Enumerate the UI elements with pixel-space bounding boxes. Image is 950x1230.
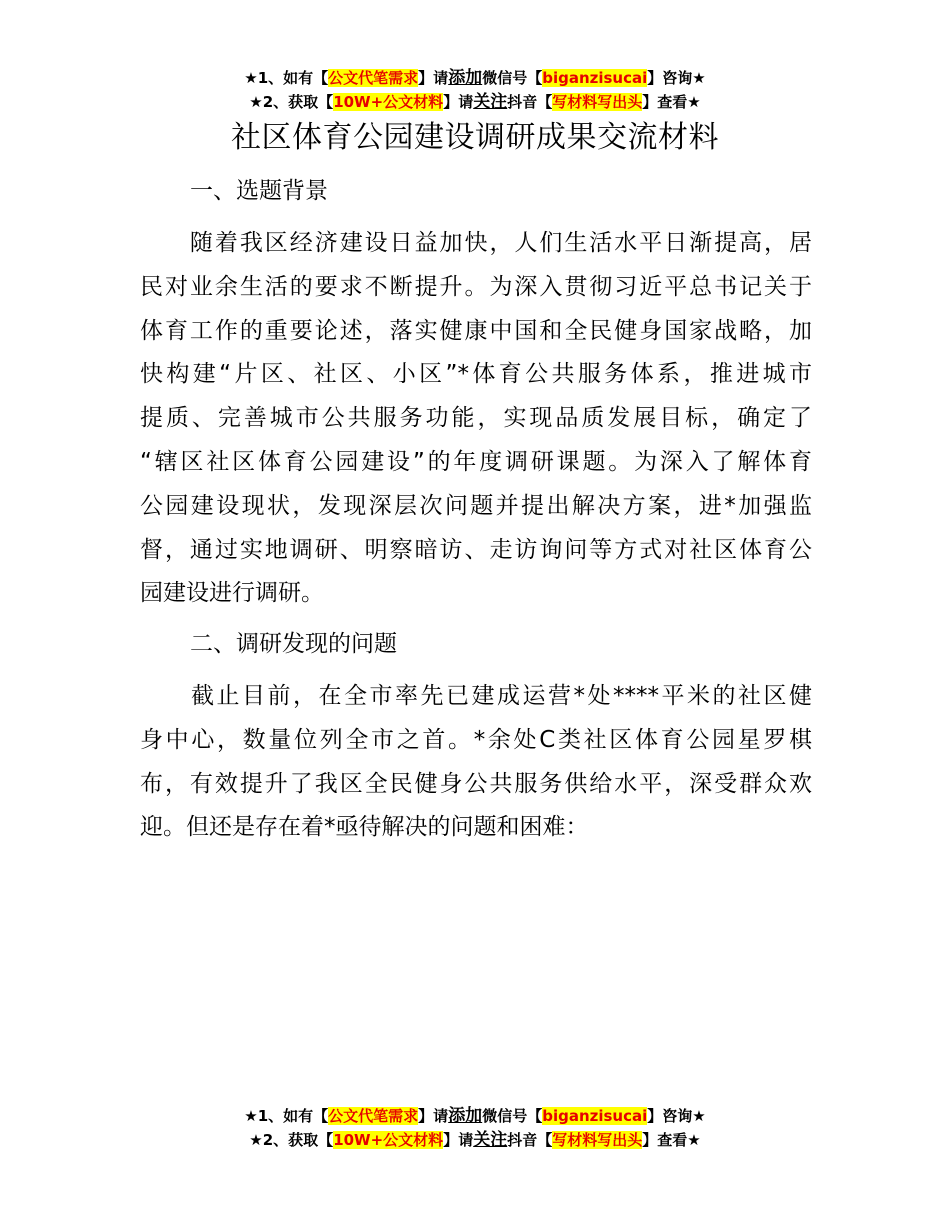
paragraph-line: 布，有效提升了我区全民健身公共服务供给水平，深受群众欢 <box>140 770 812 797</box>
banner-text: 】请 <box>443 1131 474 1149</box>
banner-text: 微信号【 <box>482 1107 543 1125</box>
banner-text: 】请 <box>418 1107 449 1125</box>
bottom-banner <box>0 1104 950 1152</box>
paragraph-line: 园建设进行调研。 <box>140 580 324 607</box>
banner-text: 】咨询★ <box>647 1107 706 1125</box>
banner-douyin-account: 写材料写出头 <box>552 1131 643 1149</box>
paragraph-line: 截止目前，在全市率先已建成运营*处****平米的社区健 <box>140 683 812 709</box>
banner-emphasis: 添加 <box>448 68 483 88</box>
paragraph-line: 公园建设现状，发现深层次问题并提出解决方案，进*加强监 <box>140 492 812 519</box>
banner-highlight-service: 公文代笔需求 <box>328 1107 419 1125</box>
banner-text: 】请 <box>443 93 474 111</box>
banner-text: ★2、获取【 <box>249 93 334 111</box>
banner-text: 】请 <box>418 69 449 87</box>
section-heading-problems: 二、调研发现的问题 <box>190 631 397 657</box>
banner-text: 】查看★ <box>642 1131 701 1149</box>
paragraph-problems <box>140 675 812 850</box>
banner-line-1 <box>0 66 950 90</box>
paragraph-background <box>140 222 812 616</box>
paragraph-line: 体育工作的重要论述，落实健康中国和全民健身国家战略，加 <box>140 317 812 344</box>
banner-wechat-id: biganzisucai <box>542 1107 648 1125</box>
paragraph-line: 快构建“片区、社区、小区”*体育公共服务体系，推进城市 <box>140 361 812 388</box>
banner-emphasis: 关注 <box>473 92 508 112</box>
banner-highlight-materials: 10W+公文材料 <box>333 93 444 111</box>
paragraph-line: 迎。但还是存在着*亟待解决的问题和困难： <box>140 814 589 841</box>
paragraph-line: “辖区社区体育公园建设”的年度调研课题。为深入了解体育 <box>140 448 812 475</box>
banner-text: 抖音【 <box>507 1131 553 1149</box>
banner-emphasis: 添加 <box>448 1106 483 1126</box>
banner-highlight-materials: 10W+公文材料 <box>333 1131 444 1149</box>
banner-line-2 <box>0 1128 950 1152</box>
paragraph-line: 身中心，数量位列全市之首。*余处C类社区体育公园星罗棋 <box>140 726 812 753</box>
banner-douyin-account: 写材料写出头 <box>552 93 643 111</box>
banner-line-1 <box>0 1104 950 1128</box>
banner-text: 】查看★ <box>642 93 701 111</box>
banner-emphasis: 关注 <box>473 1130 508 1150</box>
paragraph-line: 民对业余生活的要求不断提升。为深入贯彻习近平总书记关于 <box>140 273 812 300</box>
banner-text: ★2、获取【 <box>249 1131 334 1149</box>
banner-text: 】咨询★ <box>647 69 706 87</box>
banner-highlight-service: 公文代笔需求 <box>328 69 419 87</box>
banner-text: 微信号【 <box>482 69 543 87</box>
paragraph-line: 随着我区经济建设日益加快，人们生活水平日渐提高，居 <box>140 230 812 256</box>
document-title: 社区体育公园建设调研成果交流材料 <box>231 120 719 155</box>
paragraph-line: 提质、完善城市公共服务功能，实现品质发展目标，确定了 <box>140 405 812 432</box>
paragraph-line: 督，通过实地调研、明察暗访、走访询问等方式对社区体育公 <box>140 536 812 563</box>
top-banner <box>0 66 950 114</box>
banner-text: ★1、如有【 <box>244 69 329 87</box>
banner-wechat-id: biganzisucai <box>542 69 648 87</box>
banner-line-2 <box>0 90 950 114</box>
banner-text: ★1、如有【 <box>244 1107 329 1125</box>
section-heading-background: 一、选题背景 <box>190 178 328 204</box>
banner-text: 抖音【 <box>507 93 553 111</box>
